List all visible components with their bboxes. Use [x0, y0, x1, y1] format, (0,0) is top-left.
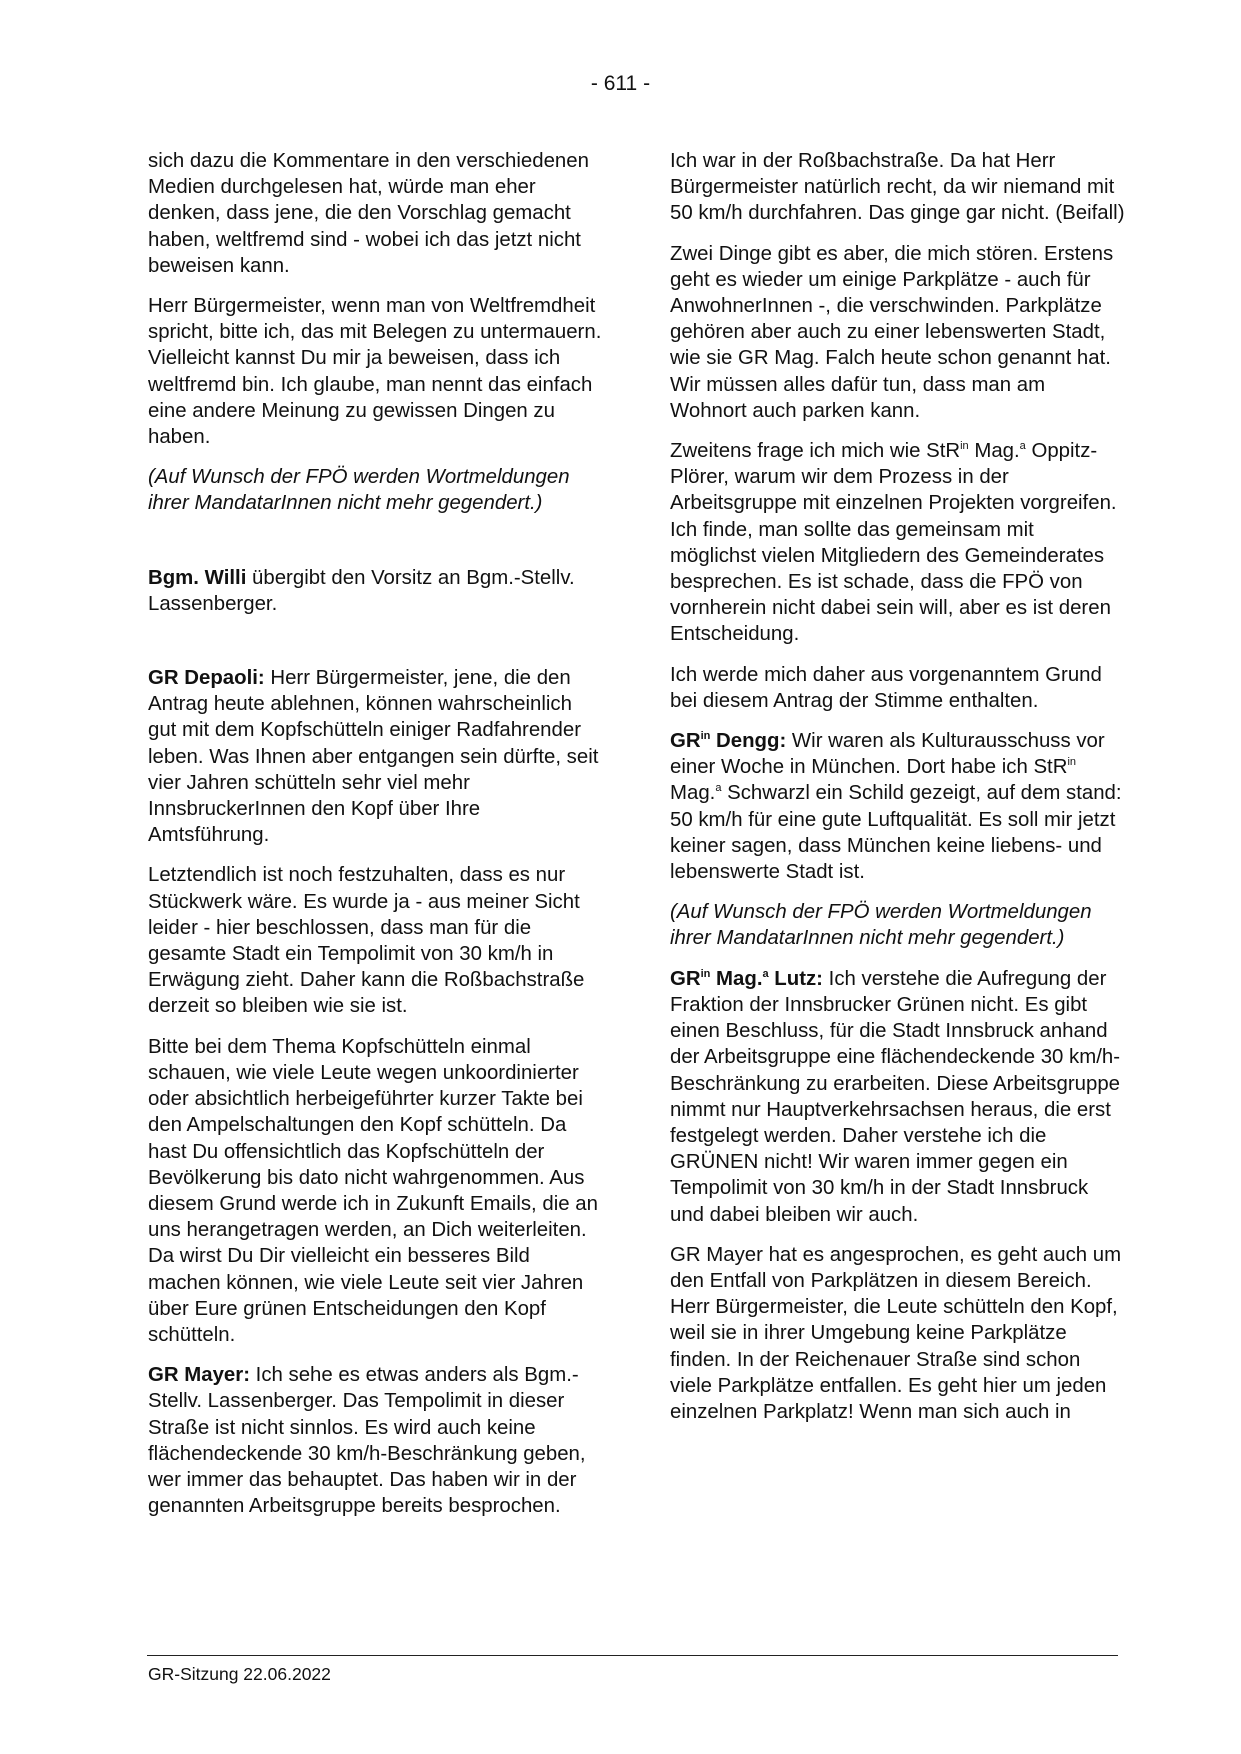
text-run: Mag.: [670, 782, 716, 805]
speaker-name: GR Mayer:: [148, 1364, 250, 1387]
superscript: a: [762, 967, 769, 980]
paragraph: Ich werde mich daher aus vorgenanntem Grund bei diesem Antrag der Stimme enthalten.: [670, 663, 1102, 712]
speaker-name: Bgm. Willi: [148, 566, 247, 589]
speaker-name: [670, 730, 786, 752]
paragraph-text: Herr Bürgermeister, jene, die den Antrag heute ablehnen, können wahrscheinlich gut mit dem Kopfschütteln einiger Radfahrender leben. Was Ihnen aber entgangen sein dürfte, seit vier Jahren schütteln sehr viel mehr InnsbruckerInnen den Kopf über Ihre Amtsführung.: [148, 667, 599, 847]
paragraph: Letztendlich ist noch festzuhalten, dass es nur Stückwerk wäre. Es wurde ja - aus meiner Sicht leider - hier beschlossen, dass man für die gesamte Stadt ein Tempolimit von 30 km/h in Erwägung zieht. Daher kann die Roßbachstraße derzeit so bleiben wie sie ist.: [148, 864, 585, 1018]
fpo-gender-note: (Auf Wunsch der FPÖ werden Wortmeldungen ihrer MandatarInnen nicht mehr gegendert.): [670, 901, 1092, 950]
speaker-name: GR Depaoli:: [148, 667, 265, 690]
superscript: in: [960, 440, 969, 453]
paragraph-text: übergibt den Vorsitz an Bgm.-Stellv. Lassenberger.: [148, 566, 575, 615]
text-run: Mag.: [968, 440, 1020, 463]
paragraph: Bitte bei dem Thema Kopfschütteln einmal schauen, wie viele Leute wegen unkoordinierter oder absichtlich herbeigeführter kurzer Takte bei den Ampelschaltungen den Kopf schütteln. Da hast Du offensichtlich das Kopfschütteln der Bevölkerung bis dato nicht wahrgenommen. Aus diesem Grund werde ich in Zukunft Emails, die an uns herangetragen werden, an Dich weiterleiten. Da wirst Du Dir vielleicht ein besseres Bild machen können, wie viele Leute seit vier Jahren über Eure grünen Entscheidungen den Kopf schütteln.: [148, 1035, 598, 1346]
footer-session-date: GR-Sitzung 22.06.2022: [148, 1664, 331, 1684]
paragraph: GR Mayer hat es angesprochen, es geht auch um den Entfall von Parkplätzen in diesem Bereich. Herr Bürgermeister, die Leute schütteln den Kopf, weil sie in ihrer Umgebung keine Parkplätze finden. In der Reichenauer Straße sind schon viele Parkplätze entfallen. Es geht hier um jeden einzelnen Parkplatz! Wenn man sich auch in: [670, 1243, 1122, 1423]
speech-dengg: [670, 728, 1125, 885]
text-run: Ich verstehe die Aufregung der Fraktion der Innsbrucker Grünen nicht. Es gibt einen Beschluss, für die Stadt Innsbruck anhand der Arbeitsgruppe eine flächendeckende 30 km/h-Beschränkung zu erarbeiten. Diese Arbeitsgruppe nimmt nur Hauptverkehrsachsen heraus, die erst festgelegt werden. Daher verstehe ich die GRÜNEN nicht! Wir waren immer gegen ein Tempolimit von 30 km/h in der Stadt Innsbruck und dabei bleiben wir auch.: [670, 967, 1121, 1226]
paragraph: [670, 438, 1125, 648]
fpo-gender-note: (Auf Wunsch der FPÖ werden Wortmeldungen ihrer MandatarInnen nicht mehr gegendert.): [148, 466, 570, 515]
text-run: Mag.: [710, 967, 763, 990]
text-run: Lutz:: [768, 967, 823, 990]
superscript: in: [700, 967, 711, 980]
text-run: Schwarzl ein Schild gezeigt, auf dem stand: 50 km/h für eine gute Luftqualität. Es soll mir jetzt keiner sagen, dass München keine liebens- und lebenswerte Stadt ist.: [670, 782, 1122, 884]
text-run: Dengg:: [710, 730, 787, 753]
page-number: - 611 -: [590, 72, 651, 95]
text-run: Oppitz-Plörer, warum wir dem Prozess in der Arbeitsgruppe mit einzelnen Projekten vorgreifen. Ich finde, man sollte das gemeinsam mit möglichst vielen Mitgliedern des Gemeinderates besprechen. Es ist schade, dass die FPÖ von vornherein nicht dabei sein will, aber es ist deren Entscheidung.: [670, 440, 1117, 646]
superscript: a: [1019, 440, 1026, 453]
speaker-name: [670, 968, 823, 990]
footer-divider: [147, 1655, 1118, 1656]
speech-lutz: [670, 966, 1125, 1228]
right-column: [670, 148, 1125, 1439]
chair-change-paragraph: [148, 565, 603, 617]
paragraph-text: Ich sehe es etwas anders als Bgm.-Stellv. Lassenberger. Das Tempolimit in dieser Straße ist nicht sinnlos. Es wird auch keine flächendeckende 30 km/h-Beschränkung geben, wer immer das behauptet. Das haben wir in der genannten Arbeitsgruppe bereits besprochen.: [148, 1364, 586, 1518]
paragraph: Herr Bürgermeister, wenn man von Weltfremdheit spricht, bitte ich, das mit Belegen zu untermauern. Vielleicht kannst Du mir ja beweisen, dass ich weltfremd bin. Ich glaube, man nennt das einfach eine andere Meinung zu gewissen Dingen zu haben.: [148, 295, 602, 449]
left-column: [148, 148, 603, 1533]
text-run: Zweitens frage ich mich wie StR: [670, 440, 961, 463]
superscript: in: [1067, 756, 1077, 769]
speech-depaoli: [148, 665, 603, 848]
text-run: Wir waren als Kulturausschuss vor einer Woche in München. Dort habe ich StR: [670, 730, 1105, 779]
superscript: a: [715, 782, 722, 795]
paragraph: sich dazu die Kommentare in den verschiedenen Medien durchgelesen hat, würde man eher denken, dass jene, die den Vorschlag gemacht haben, weltfremd sind - wobei ich das jetzt nicht beweisen kann.: [148, 150, 589, 277]
paragraph: Ich war in der Roßbachstraße. Da hat Herr Bürgermeister natürlich recht, da wir niemand mit 50 km/h durchfahren. Das ginge gar nicht. (Beifall): [670, 150, 1125, 225]
speech-mayer: [148, 1362, 603, 1519]
text-run: GR: [670, 967, 701, 990]
paragraph: Zwei Dinge gibt es aber, die mich stören. Erstens geht es wieder um einige Parkplätze - auch für AnwohnerInnen -, die verschwinden. Parkplätze gehören aber auch zu einer lebenswerten Stadt, wie sie GR Mag. Falch heute schon genannt hat. Wir müssen alles dafür tun, dass man am Wohnort auch parken kann.: [670, 242, 1114, 422]
text-run: GR: [670, 730, 701, 753]
superscript: in: [700, 730, 711, 743]
